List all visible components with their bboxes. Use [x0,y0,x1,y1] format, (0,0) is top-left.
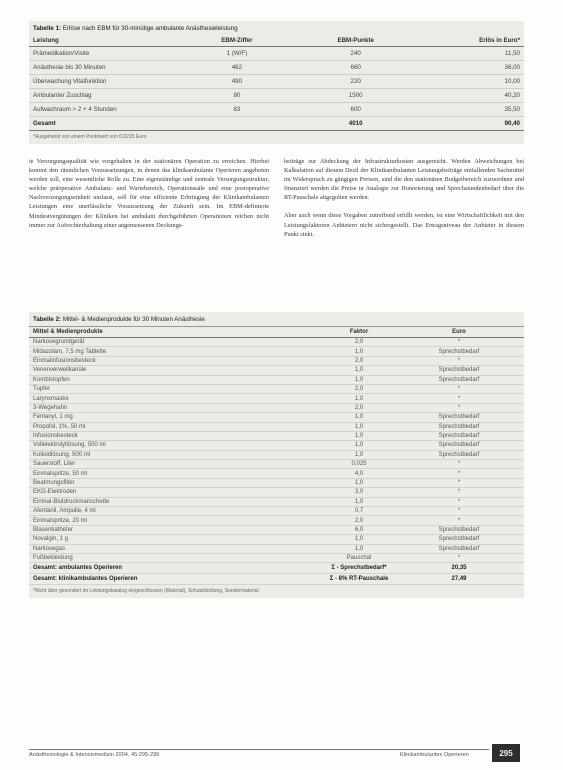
table-cell: 11,50 [435,47,524,61]
table-cell: Fußbekleidung [29,553,324,562]
column-header: EBM-Ziffer [197,35,276,47]
table-2 [29,312,524,598]
table-cell: Propofol, 1%, 50 ml [29,422,324,431]
table-cell: Sprechstbedarf [394,525,524,534]
paragraph: beiträge zur Abdeckung der Infrastrukturkosten ausgereicht. Werden Abweichungen bei Kalkulation auf diesem Dezil der Klinikambulanten Leistungsbeiträge entfallenden Sachmittel im Widerspruch zu gängigen Preisen, sind die den stationären Budgetbereich zuzuordnen und finanziert werden die Preise in Analogie zur Honorierung und Sprechstundenbedarf über die RT-Pauschale abgegolten werden. [284,158,524,202]
table-cell: 2,0 [324,403,394,412]
table-cell: Tupfer [29,384,324,393]
table-row [29,497,524,506]
table-cell: Aufwachraum > 2 + 4 Stunden [29,103,197,117]
table-cell: 36,00 [435,61,524,75]
table-cell: 3-Wegehahn [29,403,324,412]
table-cell: 10,00 [435,75,524,89]
table-cell: * [394,460,524,469]
table-cell: Sauerstoff, Liter [29,460,324,469]
table-1-caption: Tabelle 1: Erlöse nach EBM für 30-minütige ambulante Anästhesieleistung [33,25,238,32]
table-1-header-row [29,35,524,47]
column-header: Erlös in Euro* [435,35,524,47]
table-cell: 1,0 [324,394,394,403]
table-cell: Sprechstbedarf [394,422,524,431]
table-cell: Infusionsbesteck [29,431,324,440]
table-row [29,460,524,469]
table-cell: 1,0 [324,413,394,422]
table-cell: 0,7 [324,507,394,516]
table-cell: Einmalspritze, 50 ml [29,469,324,478]
table-cell: * [394,384,524,393]
table-cell: * [394,403,524,412]
table-row [29,553,524,562]
column-header: Euro [394,327,524,338]
table-cell: Einmalspritze, 20 ml [29,516,324,525]
table-cell: 2,0 [324,384,394,393]
table-cell: Gesamt [29,117,197,131]
table-cell: Σ - 8% RT-Pauschale [324,574,394,585]
table-cell: 2,0 [324,338,394,347]
table-cell: Pauschal [324,553,394,562]
table-cell: 3,0 [324,488,394,497]
page-number: 295 [492,744,520,762]
table-cell: Sprechstbedarf [394,375,524,384]
table-1-footnote: *Ausgehend von einem Punktwert von 0,0225 Euro [33,134,147,140]
running-title: Klinikambulantes Operieren [400,752,469,758]
table-cell [197,117,276,131]
table-row [29,544,524,553]
table-cell: Gesamt: ambulantes Operieren [29,563,324,574]
table-cell: 2,0 [324,516,394,525]
table-cell: Anästhesie bis 30 Minuten [29,61,197,75]
table-cell: Σ - Sprechstbedarf* [324,563,394,574]
table-cell: Blasenkatheter [29,525,324,534]
table-cell: 1,0 [324,497,394,506]
footer-divider [29,749,489,750]
paragraph: ie Versorgungsqualität wie vorgehalten in der stationären Operation zu erreichen. Hierbei kommt den räumlichen Voraussetzungen, in denen das klinikambulante Operieren angeboten werden soll, eine wesentliche Rolle zu. Eine eigenständige und zentrale Versorgungsstruktur, welche präoperative Ambulanz- und Wartebereich, Operationssäle und eine postoperative Nachversorgungseinheit umfasst, soll für eine effiziente Erbringung der Klinikambulanten Leistungen eine unerlässliche Voraussetzung der Zukunft sein. Im EBM-definierte Mindestvergütungen der Kliniken bei ambulant durchgeführten Operationen reichen nicht immer zur Aufrechterhaltung einer angemessenen Deckungs- [29,158,269,229]
table-cell: 1,0 [324,431,394,440]
table-cell: Venenverweilkanüle [29,366,324,375]
table-cell: 1 (W/F) [197,47,276,61]
table-cell: Prämedikation/Visite [29,47,197,61]
table-row [29,366,524,375]
table-cell: Larynxmaske [29,394,324,403]
table-row [29,478,524,487]
table-2-header-row [29,327,524,338]
table-cell: * [394,553,524,562]
table-1 [29,21,524,144]
table-cell: * [394,497,524,506]
table-row [29,375,524,384]
table-cell: 1,0 [324,375,394,384]
table-cell: Sprechstbedarf [394,431,524,440]
table-cell: 1,0 [324,450,394,459]
table-row [29,469,524,478]
table-cell: Überwachung Vitalfunktion [29,75,197,89]
table-cell: Narkosegrundgerät [29,338,324,347]
table-cell: 4,0 [324,469,394,478]
body-text [29,157,524,239]
column-header: Faktor [324,327,394,338]
table-sum-row [29,574,524,585]
table-cell: Sprechstbedarf [394,366,524,375]
table-total-row [29,117,524,131]
table-cell: * [394,488,524,497]
table-cell: 600 [276,103,434,117]
table-cell: 1,0 [324,441,394,450]
table-cell: 1,0 [324,366,394,375]
table-cell: Gesamt: klinikambulantes Operieren [29,574,324,585]
table-cell: Einmalinfusionsbesteck [29,356,324,365]
table-row [29,516,524,525]
paragraph: Aber auch wenn diese Vorgaben zutreffend erfüllt werden, ist eine Wirtschaftlichkeit mit den Leistungsfaktoren Anbietern nicht sichergestellt. Das Ertragsniveau der Anbieter in diesem Punkt sinkt. [284,212,524,238]
table-2-footnote: *Nicht über gesondert im Leistungskatalog eingeschlossen (Material), Schutzkleidung, Sondermaterial [33,588,259,595]
table-row [29,75,524,89]
table-row [29,89,524,103]
table-cell: Sprechstbedarf [394,535,524,544]
table-row [29,338,524,347]
text-column-left [29,157,269,239]
table-row [29,47,524,61]
table-row [29,347,524,356]
table-cell: 660 [276,61,434,75]
table-cell: * [394,338,524,347]
table-row [29,394,524,403]
table-cell: * [394,394,524,403]
table-cell: Beatmungsfilter [29,478,324,487]
table-row [29,403,524,412]
table-cell: 1,0 [324,347,394,356]
table-cell: * [394,478,524,487]
table-cell: 27,49 [394,574,524,585]
table-cell: * [394,469,524,478]
table-row [29,431,524,440]
table-cell: 35,50 [435,103,524,117]
table-cell: 4010 [276,117,434,131]
table-row [29,488,524,497]
table-cell: 1,0 [324,478,394,487]
table-cell: * [394,516,524,525]
table-cell: Sprechstbedarf [394,544,524,553]
table-cell: Sprechstbedarf [394,441,524,450]
column-header: Leistung [29,35,197,47]
table-row [29,450,524,459]
table-cell: Kombistopfen [29,375,324,384]
table-cell: 1,0 [324,422,394,431]
table-row [29,61,524,75]
table-cell: * [394,507,524,516]
table-cell: Midazolam, 7,5 mg Tablette [29,347,324,356]
table-cell: 90,40 [435,117,524,131]
table-row [29,525,524,534]
table-cell: 220 [276,75,434,89]
table-cell: Kolloidlösung, 500 ml [29,450,324,459]
table-cell: Narkosegas [29,544,324,553]
table-cell: Vollelektrolytlösung, 500 ml [29,441,324,450]
journal-citation: Anästhesiologie & Intensivmedizin 2004, 45:295-299 [29,752,160,758]
table-row [29,384,524,393]
table-cell: 20,35 [394,563,524,574]
table-2-caption: Tabelle 2: Mittel- & Medienprodukte für 30 Minuten Anästhesie [29,312,524,327]
table-row [29,413,524,422]
table-cell: Sprechstbedarf [394,347,524,356]
table-cell: Fentanyl, 1 mg [29,413,324,422]
table-cell: Novalgin, 1 g [29,535,324,544]
table-row [29,441,524,450]
table-cell: 80 [197,89,276,103]
table-cell: 6,0 [324,525,394,534]
column-header: Mittel & Medienprodukte [29,327,324,338]
text-column-right [284,157,524,239]
table-cell: Sprechstbedarf [394,413,524,422]
table-cell: 2,0 [324,356,394,365]
table-row [29,535,524,544]
table-cell: 40,20 [435,89,524,103]
table-2-body [29,338,524,585]
table-cell: Sprechstbedarf [394,450,524,459]
table-row [29,422,524,431]
table-cell: 1500 [276,89,434,103]
table-cell: 1,0 [324,535,394,544]
table-cell: EKG-Elektroden [29,488,324,497]
table-cell: 490 [197,75,276,89]
table-cell: 0,025 [324,460,394,469]
table-cell: 240 [276,47,434,61]
table-cell: Ambulanter Zuschlag [29,89,197,103]
table-cell: 1,0 [324,544,394,553]
table-cell: * [394,356,524,365]
table-sum-row [29,563,524,574]
table-cell: Afentanil, Ampulle, 4 ml [29,507,324,516]
table-cell: 83 [197,103,276,117]
table-row [29,103,524,117]
table-cell: 462 [197,61,276,75]
table-row [29,356,524,365]
table-cell: Einmal-Blutdruckmanschette [29,497,324,506]
column-header: EBM-Punkte [276,35,434,47]
table-row [29,507,524,516]
